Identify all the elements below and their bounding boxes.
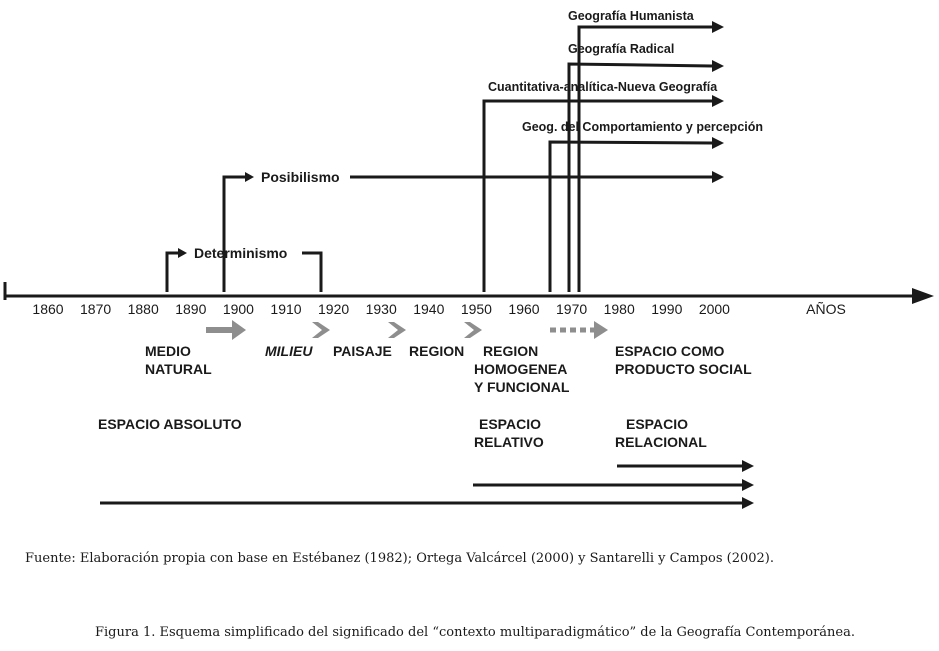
concept-producto-social-2: PRODUCTO SOCIAL: [615, 361, 752, 377]
determinismo-line-start: [167, 253, 178, 292]
year-label: 1890: [175, 301, 207, 317]
posibilismo-branch: [224, 169, 724, 292]
concept-labels: [145, 343, 752, 395]
paradigm-humanista: Geografía Humanista: [568, 9, 694, 23]
paradigm-radical: Geografía Radical: [568, 42, 675, 56]
concept-region-hf-2: HOMOGENEA: [474, 361, 568, 377]
year-label: 1910: [270, 301, 302, 317]
comportamiento-branch: [522, 120, 763, 292]
space-relacional-1: ESPACIO: [626, 416, 688, 432]
concept-paisaje: PAISAJE: [333, 343, 392, 359]
gray-arrow-4: [464, 322, 482, 338]
year-label: 1980: [603, 301, 635, 317]
space-absoluto-arrowhead: [742, 497, 754, 509]
year-label: 1860: [32, 301, 64, 317]
year-label: 1920: [318, 301, 350, 317]
paradigm-cuantitativa: Cuantitativa-analítica-Nueva Geografía: [488, 80, 718, 94]
time-axis: [4, 282, 934, 317]
year-label: 1900: [222, 301, 254, 317]
year-label: 1950: [460, 301, 492, 317]
concept-transition-arrows: [206, 320, 608, 340]
determinismo-line-end: [302, 253, 321, 292]
figure-caption: Figura 1. Esquema simplificado del significado del “contexto multiparadigmático” de la Geografía Contemporánea.: [95, 625, 855, 640]
space-relativo-arrowhead: [742, 479, 754, 491]
determinismo-arrowhead: [178, 248, 187, 258]
posibilismo-arrowhead: [712, 171, 724, 183]
year-label: 1940: [413, 301, 445, 317]
space-relativo-1: ESPACIO: [479, 416, 541, 432]
year-label: 1870: [80, 301, 112, 317]
comportamiento-line: [550, 142, 712, 292]
space-relativo-2: RELATIVO: [474, 434, 544, 450]
year-label: 1970: [556, 301, 588, 317]
paradigm-comportamiento: Geog. del Comportamiento y percepción: [522, 120, 764, 134]
humanista-arrowhead: [712, 21, 724, 33]
concept-milieu: MILIEU: [265, 343, 313, 359]
year-label: 1960: [508, 301, 540, 317]
space-relacional-arrowhead: [742, 460, 754, 472]
posibilismo-line-start: [224, 177, 245, 292]
paradigm-posibilismo: Posibilismo: [261, 169, 340, 185]
concept-medio-natural-2: NATURAL: [145, 361, 212, 377]
time-axis-arrowhead: [912, 288, 934, 304]
year-labels: [32, 301, 730, 317]
cuantitativa-arrowhead: [712, 95, 724, 107]
gray-arrow-1: [206, 320, 246, 340]
axis-label-anos: AÑOS: [806, 301, 846, 317]
radical-arrowhead: [712, 60, 724, 72]
space-relacional-2: RELACIONAL: [615, 434, 707, 450]
comportamiento-arrowhead: [712, 137, 724, 149]
posibilismo-arrowhead-start: [245, 172, 254, 182]
concept-producto-social-1: ESPACIO COMO: [615, 343, 725, 359]
gray-dotted-arrow: [550, 321, 608, 339]
year-label: 1990: [651, 301, 683, 317]
concept-region-hf-3: Y FUNCIONAL: [474, 379, 570, 395]
gray-arrow-3: [388, 322, 406, 338]
gray-arrow-2: [312, 322, 330, 338]
year-label: 2000: [698, 301, 730, 317]
determinismo-branch: [167, 245, 321, 292]
concept-medio-natural-1: MEDIO: [145, 343, 191, 359]
concept-region: REGION: [409, 343, 465, 359]
year-label: 1880: [127, 301, 159, 317]
source-note: Fuente: Elaboración propia con base en Estébanez (1982); Ortega Valcárcel (2000) y Santarelli y Campos (2002).: [25, 551, 774, 566]
concept-region-hf-1: REGION: [483, 343, 539, 359]
space-absoluto: ESPACIO ABSOLUTO: [98, 416, 242, 432]
paradigm-determinismo: Determinismo: [194, 245, 288, 261]
year-label: 1930: [365, 301, 397, 317]
space-conceptions: [98, 416, 754, 509]
cuantitativa-branch: [484, 80, 724, 292]
